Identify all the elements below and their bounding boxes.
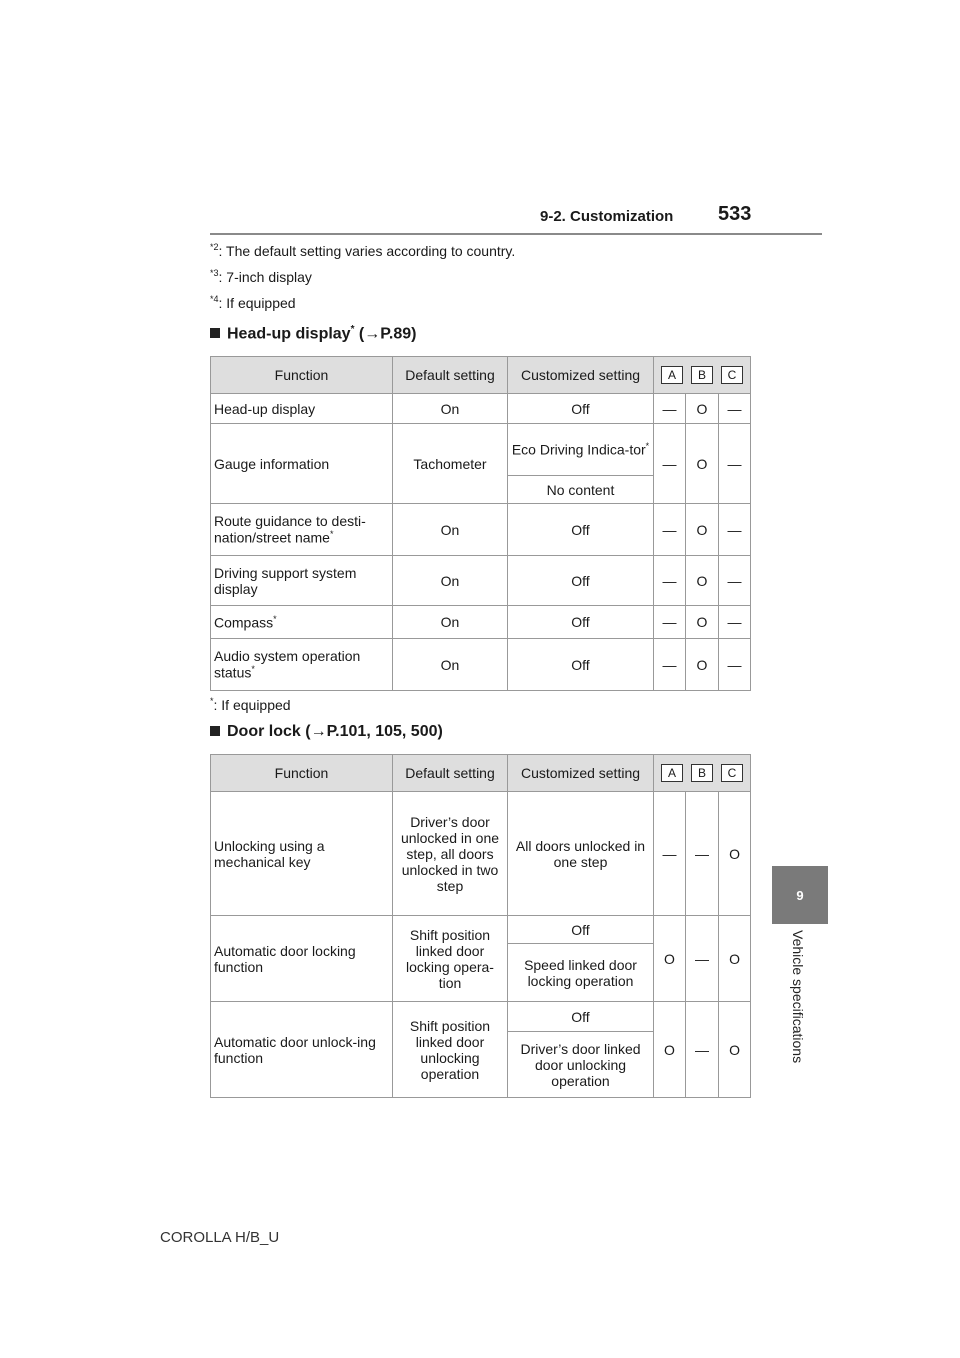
page-number: 533: [718, 203, 752, 225]
footnote-2: $^{*2}$: The default setting varies according to country.: [210, 242, 516, 259]
col-custom: Customized setting: [508, 357, 654, 394]
chapter-label: Vehicle specifications: [790, 930, 806, 1064]
table-row: No content: [211, 476, 751, 504]
section-title: 9-2. Customization: [540, 208, 674, 225]
door-heading: Door lock (→P.101, 105, 500): [210, 723, 443, 741]
col-custom: Customized setting: [508, 755, 654, 792]
table-row: Gauge information Tachometer Eco Driving Indica-tor* — O —: [211, 424, 751, 476]
hud-heading: Head-up display* (→P.89): [210, 324, 416, 343]
header-rule: [210, 233, 822, 235]
table-row: Unlocking using a mechanical key Driver’s door unlocked in one step, all doors unlocked in two step All doors unlocked in one step — — O: [211, 792, 751, 916]
hud-table: [210, 356, 751, 691]
square-bullet-icon: [210, 328, 220, 338]
col-function: Function: [211, 755, 393, 792]
table-row: Compass* On Off — O —: [211, 606, 751, 639]
footnote-4: $^{*4}$: If equipped: [210, 294, 296, 311]
col-default: Default setting: [393, 755, 508, 792]
footer-model: COROLLA H/B_U: [160, 1229, 280, 1246]
col-abc: A B C: [654, 357, 751, 394]
footnote-3: $^{*3}$: 7-inch display: [210, 268, 312, 285]
table-row: Head-up display On Off — O —: [211, 394, 751, 424]
square-bullet-icon: [210, 726, 220, 736]
table-row: Automatic door unlock-ing function Shift position linked door unlocking operation Off O — O: [211, 1002, 751, 1032]
door-table: [210, 754, 751, 1098]
table-row: Driver’s door linked door unlocking operation: [211, 1032, 751, 1098]
chapter-tab: 9: [772, 866, 828, 924]
table-row: Automatic door locking function Shift position linked door locking opera-tion Off O — O: [211, 916, 751, 944]
col-function: Function: [211, 357, 393, 394]
col-default: Default setting: [393, 357, 508, 394]
table-row: Speed linked door locking operation: [211, 944, 751, 1002]
table-row: Driving support system display On Off — O —: [211, 556, 751, 606]
col-abc: A B C: [654, 755, 751, 792]
hud-footnote: *: If equipped: [210, 696, 291, 713]
table-row: Audio system operation status* On Off — O —: [211, 639, 751, 691]
table-row: Route guidance to desti-nation/street name* On Off — O —: [211, 504, 751, 556]
